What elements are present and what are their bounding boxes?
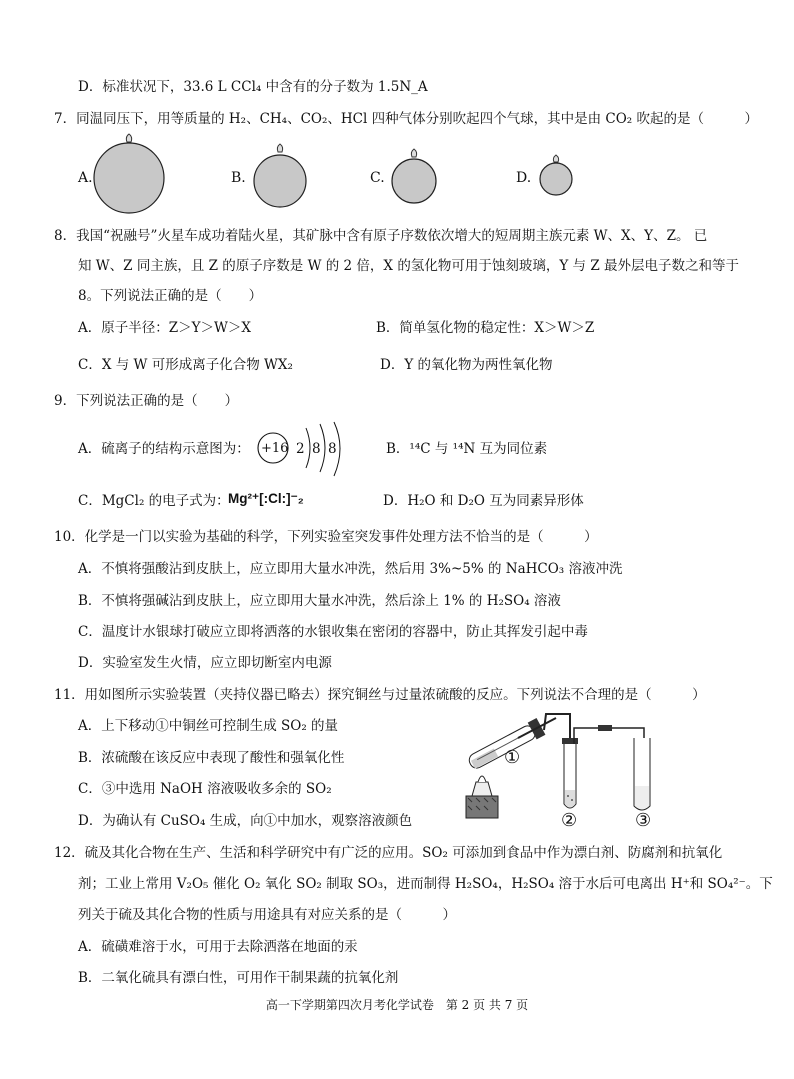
balloon-d-icon <box>538 155 578 199</box>
balloon-c-icon <box>392 149 442 211</box>
q7-stem: 7．同温同压下，用等质量的 H₂、CH₄、CO₂、HCl 四种气体分别吹起四个气球，其中是由 CO₂ 吹起的是（ ） <box>54 111 758 127</box>
q10-option-d: D．实验室发生火情，应立即切断室内电源 <box>78 655 332 671</box>
q7-option-b-label: B. <box>231 170 246 186</box>
q6-option-d: D．标准状况下，33.6 L CCl₄ 中含有的分子数为 1.5N_A <box>78 79 428 95</box>
mgcl2-electron-formula: Mg²⁺[:Cl:]⁻₂ <box>228 491 304 506</box>
q8-option-b: B．简单氢化物的稳定性：X＞W＞Z <box>376 320 595 336</box>
q12-stem-line3: 列关于硫及其化合物的性质与用途具有对应关系的是（ ） <box>78 907 456 923</box>
q12-option-a: A．硫磺难溶于水，可用于去除洒落在地面的汞 <box>78 939 358 955</box>
q9-option-c-label: C．MgCl₂ 的电子式为： <box>78 493 230 509</box>
q11-option-d: D．为确认有 CuSO₄ 生成，向①中加水，观察溶液颜色 <box>78 813 413 829</box>
shell-1-electrons: 2 <box>296 441 305 457</box>
apparatus-label-3: ③ <box>635 810 652 831</box>
q12-stem-line2: 剂；工业上常用 V₂O₅ 催化 O₂ 氧化 SO₂ 制取 SO₃，进而制得 H₂SO₄，H₂SO₄ 溶于水后可电离出 H⁺和 SO₄²⁻。下 <box>78 876 773 892</box>
q11-stem: 11．用如图所示实验装置（夹持仪器已略去）探究铜丝与过量浓硫酸的反应。下列说法不合理的是（ ） <box>54 687 706 703</box>
q12-option-b: B．二氧化硫具有漂白性，可用作干制果蔬的抗氧化剂 <box>78 970 399 986</box>
q8-stem-line2: 知 W、Z 同主族，且 Z 的原子序数是 W 的 2 倍，X 的氢化物可用于蚀刻玻璃，Y 与 Z 最外层电子数之和等于 <box>78 258 739 274</box>
q7-option-a-label: A. <box>78 170 93 186</box>
q12-stem-line1: 12．硫及其化合物在生产、生活和科学研究中有广泛的应用。SO₂ 可添加到食品中作为漂白剂、防腐剂和抗氧化 <box>54 845 723 861</box>
q8-stem-line3: 8。下列说法正确的是（ ） <box>78 288 263 304</box>
q8-option-c: C．X 与 W 可形成离子化合物 WX₂ <box>78 357 293 373</box>
q10-stem: 10．化学是一门以实验为基础的科学，下列实验室突发事件处理方法不恰当的是（ ） <box>54 529 598 545</box>
q7-option-d-label: D. <box>516 170 532 186</box>
apparatus-label-2: ② <box>561 810 578 831</box>
q9-stem: 9．下列说法正确的是（ ） <box>54 393 239 409</box>
nucleus-charge: +16 <box>261 441 289 456</box>
q8-option-d: D．Y 的氧化物为两性氧化物 <box>380 357 553 373</box>
balloon-a-icon <box>98 134 168 218</box>
q11-option-c: C．③中选用 NaOH 溶液吸收多余的 SO₂ <box>78 781 332 797</box>
apparatus-label-1: ① <box>504 747 521 768</box>
page-footer: 高一下学期第四次月考化学试卷 第 2 页 共 7 页 <box>265 998 529 1012</box>
shell-3-electrons: 8 <box>328 441 337 457</box>
shell-2-electrons: 8 <box>312 441 321 457</box>
q10-option-a: A．不慎将强酸沾到皮肤上，应立即用大量水冲洗，然后用 3%~5% 的 NaHCO₃ 溶液冲洗 <box>78 561 623 577</box>
q10-option-c: C．温度计水银球打破应立即将洒落的水银收集在密闭的容器中，防止其挥发引起中毒 <box>78 624 588 640</box>
q11-option-b: B．浓硫酸在该反应中表现了酸性和强氧化性 <box>78 750 345 766</box>
q7-option-c-label: C. <box>370 170 385 186</box>
balloon-b-icon <box>252 144 312 218</box>
q10-option-b: B．不慎将强碱沾到皮肤上，应立即用大量水冲洗，然后涂上 1% 的 H₂SO₄ 溶液 <box>78 593 561 609</box>
q11-option-a: A．上下移动①中铜丝可控制生成 SO₂ 的量 <box>78 718 339 734</box>
q8-stem-line1: 8．我国“祝融号”火星车成功着陆火星，其矿脉中含有原子序数依次增大的短周期主族元素 W、X、Y、Z。 已 <box>54 228 708 244</box>
q8-option-a: A．原子半径：Z＞Y＞W＞X <box>78 320 252 336</box>
q9-option-d: D．H₂O 和 D₂O 互为同素异形体 <box>383 493 584 509</box>
q9-option-b: B．¹⁴C 与 ¹⁴N 互为同位素 <box>386 441 548 457</box>
q9-option-a-label: A．硫离子的结构示意图为： <box>78 441 250 457</box>
